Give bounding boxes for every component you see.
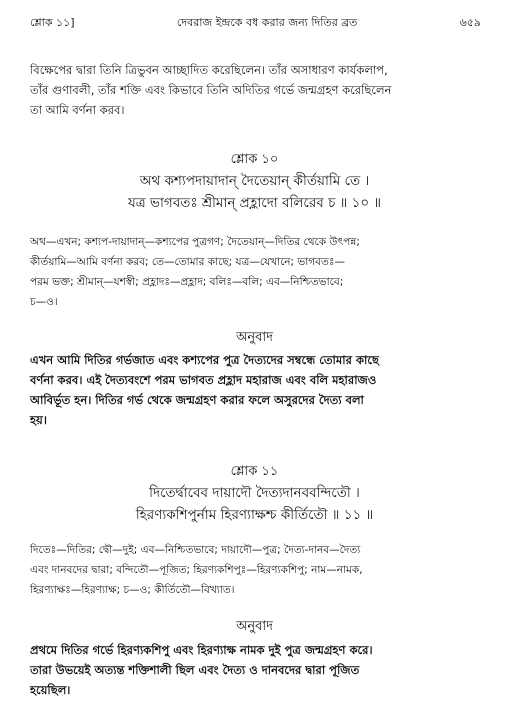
- verse-10-translation-heading: অনুবাদ: [236, 330, 273, 345]
- verse-10-text: [0, 170, 509, 214]
- translation-line: আবির্ভূত হন। দিতির গর্ভ থেকে জন্মগ্রহণ করার ফলে অসুরদের দৈত্য বলা: [30, 393, 364, 407]
- verse-line: অথ কশ্যপদায়াদান্ দৈতেয়ান্ কীর্তয়ামি তে ।: [139, 173, 370, 189]
- translation-line: তারা উভয়েই অত্যন্ত শক্তিশালী ছিল এবং দৈত্য ও দানবদের দ্বারা পূজিত: [30, 663, 360, 677]
- verse-line: হিরণ্যকশিপুর্নাম হিরণ্যাক্ষশ্চ কীর্তিতৌ ॥ ১১ ॥: [135, 507, 374, 523]
- translation-line: হয়।: [30, 413, 47, 427]
- verse-11-heading: শ্লোক ১১: [230, 464, 279, 479]
- verse-10-heading: শ্লোক ১০: [230, 152, 279, 167]
- header-chapter-title: দেবরাজ ইন্দ্রকে বধ করার জন্য দিতির ব্রত: [176, 16, 358, 29]
- translation-line: প্রথমে দিতির গর্ভে হিরণ্যকশিপু এবং হিরণ্যাক্ষ নামক দুই পুত্র জন্মগ্রহণ করে।: [30, 643, 373, 657]
- verse-11-translation-heading: অনুবাদ: [236, 619, 273, 634]
- verse-line: যত্র ভাগবতঃ শ্রীমান্ প্রহ্লাদো বলিরেব চ ॥ ১০ ॥: [127, 195, 382, 211]
- intro-paragraph: [30, 60, 483, 120]
- text-line: তা আমি বর্ণনা করব।: [30, 103, 125, 117]
- synonym-line: কীর্তয়ামি—আমি বর্ণনা করব; তে—তোমার কাছে; যত্র—যেখানে; ভাগবতঃ—: [30, 256, 345, 268]
- verse-10-synonyms: [30, 232, 483, 312]
- text-line: তাঁর গুণাবলী, তাঁর শক্তি এবং কিভাবে তিনি অদিতির গর্ভে জন্মগ্রহণ করেছিলেন: [30, 83, 392, 97]
- synonym-line: চ—ও।: [30, 296, 58, 308]
- header-verse-ref: শ্লোক ১১]: [30, 16, 75, 29]
- synonym-line: এবং দানবদের দ্বারা; বন্দিতৌ—পূজিত; হিরণ্যকশিপুঃ—হিরণ্যকশিপু; নাম—নামক,: [30, 564, 363, 576]
- verse-line: দিতের্দ্বাবেব দায়াদৌ দৈত্যদানববন্দিতৌ ।: [149, 485, 360, 501]
- verse-11-text: [0, 482, 509, 526]
- running-header: [30, 14, 481, 33]
- verse-10-translation: [30, 350, 483, 430]
- text-line: বিক্ষেপের দ্বারা তিনি ত্রিভুবন আচ্ছাদিত করেছিলেন। তাঁর অসাধারণ কার্যকলাপ,: [30, 63, 388, 77]
- page-number: ৬৫৯: [459, 16, 481, 29]
- synonym-line: অথ—এখন; কশ্যপ-দায়াদান্—কশ্যপের পুত্রগণ; দৈতেয়ান্—দিতির থেকে উৎপন্ন;: [30, 236, 360, 248]
- verse-11-synonyms: [30, 540, 483, 600]
- verse-11-translation: [30, 640, 483, 700]
- synonym-line: দিতেঃ—দিতির; দ্বৌ—দুই; এব—নিশ্চিতভাবে; দায়াদৌ—পুত্র; দৈত্য-দানব—দৈত্য: [30, 544, 361, 556]
- translation-line: বর্ণনা করব। এই দৈত্যবংশে পরম ভাগবত প্রহ্লাদ মহারাজ এবং বলি মহারাজও: [30, 373, 377, 387]
- synonym-line: হিরণ্যাক্ষঃ—হিরণ্যাক্ষ; চ—ও; কীর্তিতৌ—বিখ্যাত।: [30, 584, 235, 596]
- translation-line: এখন আমি দিতির গর্ভজাত এবং কশ্যপের পুত্র দৈত্যদের সম্বন্ধে তোমার কাছে: [30, 353, 379, 367]
- synonym-line: পরম ভক্ত; শ্রীমান্—যশস্বী; প্রহ্লাদঃ—প্রহ্লাদ; বলিঃ—বলি; এব—নিশ্চিতভাবে;: [30, 276, 344, 288]
- translation-line: হয়েছিল।: [30, 683, 71, 697]
